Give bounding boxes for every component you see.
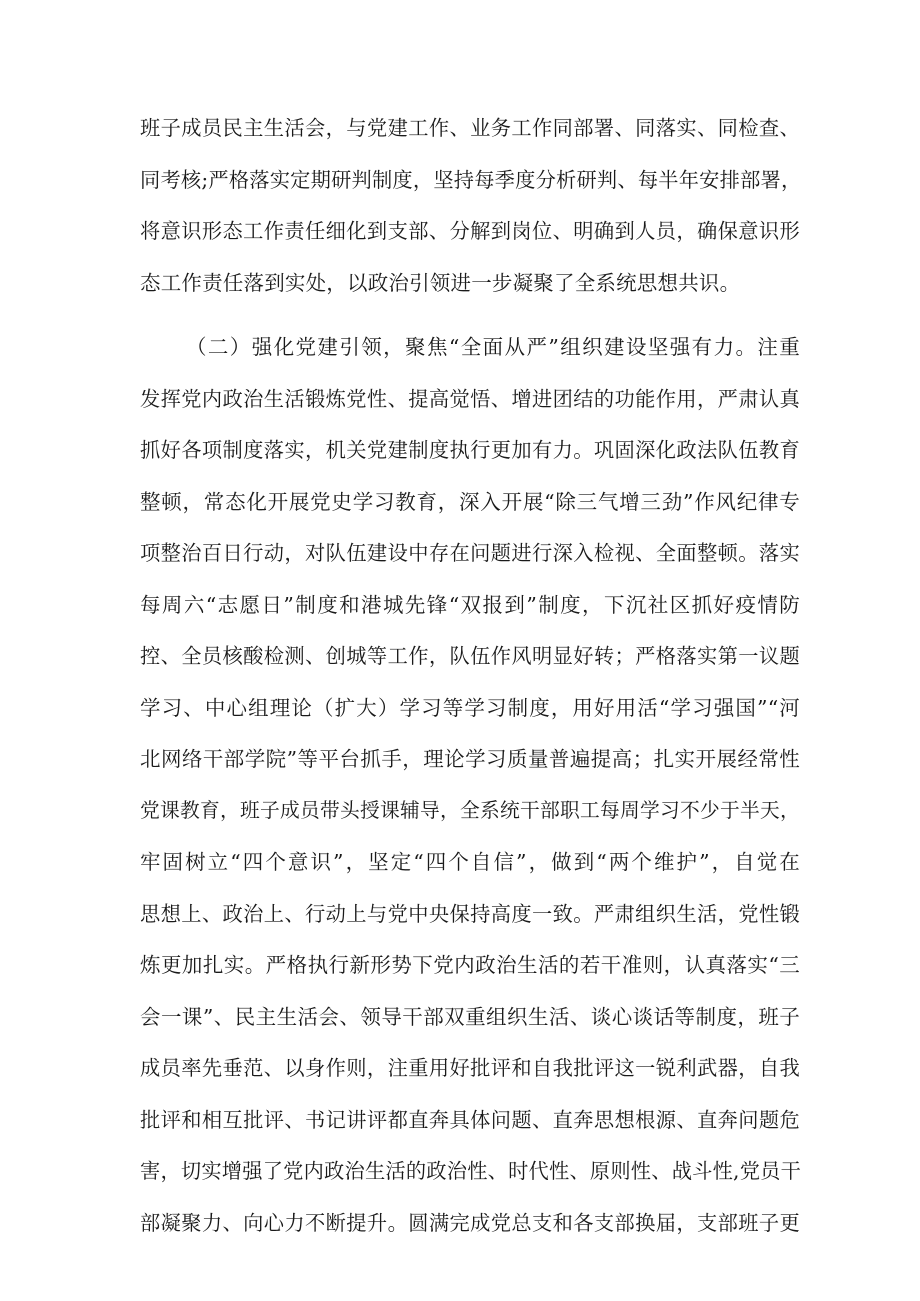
- text-line: 同考核;严格落实定期研判制度，坚持每季度分析研判、每半年安排部署，: [140, 168, 802, 192]
- text-line: 抓好各项制度落实，机关党建制度执行更加有力。巩固深化政法队伍教育: [140, 438, 800, 462]
- text-line: 班子成员民主生活会，与党建工作、业务工作同部署、同落实、同检查、: [140, 116, 800, 140]
- text-line: 害，切实增强了党内政治生活的政治性、时代性、原则性、战斗性,党员干: [140, 1159, 802, 1183]
- text-line: 控、全员核酸检测、创城等工作，队伍作风明显好转；严格落实第一议题: [140, 644, 800, 668]
- text-line: 每周六“志愿日”制度和港城先锋“双报到”制度，下沉社区抓好疫情防: [140, 593, 800, 617]
- text-line: 炼更加扎实。严格执行新形势下党内政治生活的若干准则，认真落实“三: [140, 953, 800, 977]
- text-line: 成员率先垂范、以身作则，注重用好批评和自我批评这一锐利武器，自我: [140, 1056, 800, 1080]
- text-line: 思想上、政治上、行动上与党中央保持高度一致。严肃组织生活，党性锻: [140, 902, 800, 926]
- text-line: 学习、中心组理论（扩大）学习等学习制度，用好用活“学习强国”“河: [140, 696, 800, 720]
- text-line: 牢固树立“四个意识”，坚定“四个自信”，做到“两个维护”，自觉在: [140, 850, 800, 874]
- section-heading-line: （二）强化党建引领，聚焦“全面从严”组织建设坚强有力。注重: [186, 335, 800, 359]
- text-line: 发挥党内政治生活锻炼党性、提高觉悟、增进团结的功能作用，严肃认真: [140, 387, 800, 411]
- text-line: 将意识形态工作责任细化到支部、分解到岗位、明确到人员，确保意识形: [140, 219, 800, 243]
- text-line: 态工作责任落到实处，以政治引领进一步凝聚了全系统思想共识。: [140, 271, 741, 295]
- text-line: 北网络干部学院”等平台抓手，理论学习质量普遍提高；扎实开展经常性: [140, 747, 800, 771]
- text-line: 整顿，常态化开展党史学习教育，深入开展“除三气增三劲”作风纪律专: [140, 490, 800, 514]
- text-line: 党课教育，班子成员带头授课辅导，全系统干部职工每周学习不少于半天，: [140, 799, 800, 822]
- text-line: 部凝聚力、向心力不断提升。圆满完成党总支和各支部换届，支部班子更: [140, 1211, 800, 1235]
- text-line: 项整治百日行动，对队伍建设中存在问题进行深入检视、全面整顿。落实: [140, 541, 800, 565]
- text-line: 批评和相互批评、书记讲评都直奔具体问题、直奔思想根源、直奔问题危: [140, 1108, 800, 1132]
- text-line: 会一课”、民主生活会、领导干部双重组织生活、谈心谈话等制度，班子: [140, 1005, 800, 1029]
